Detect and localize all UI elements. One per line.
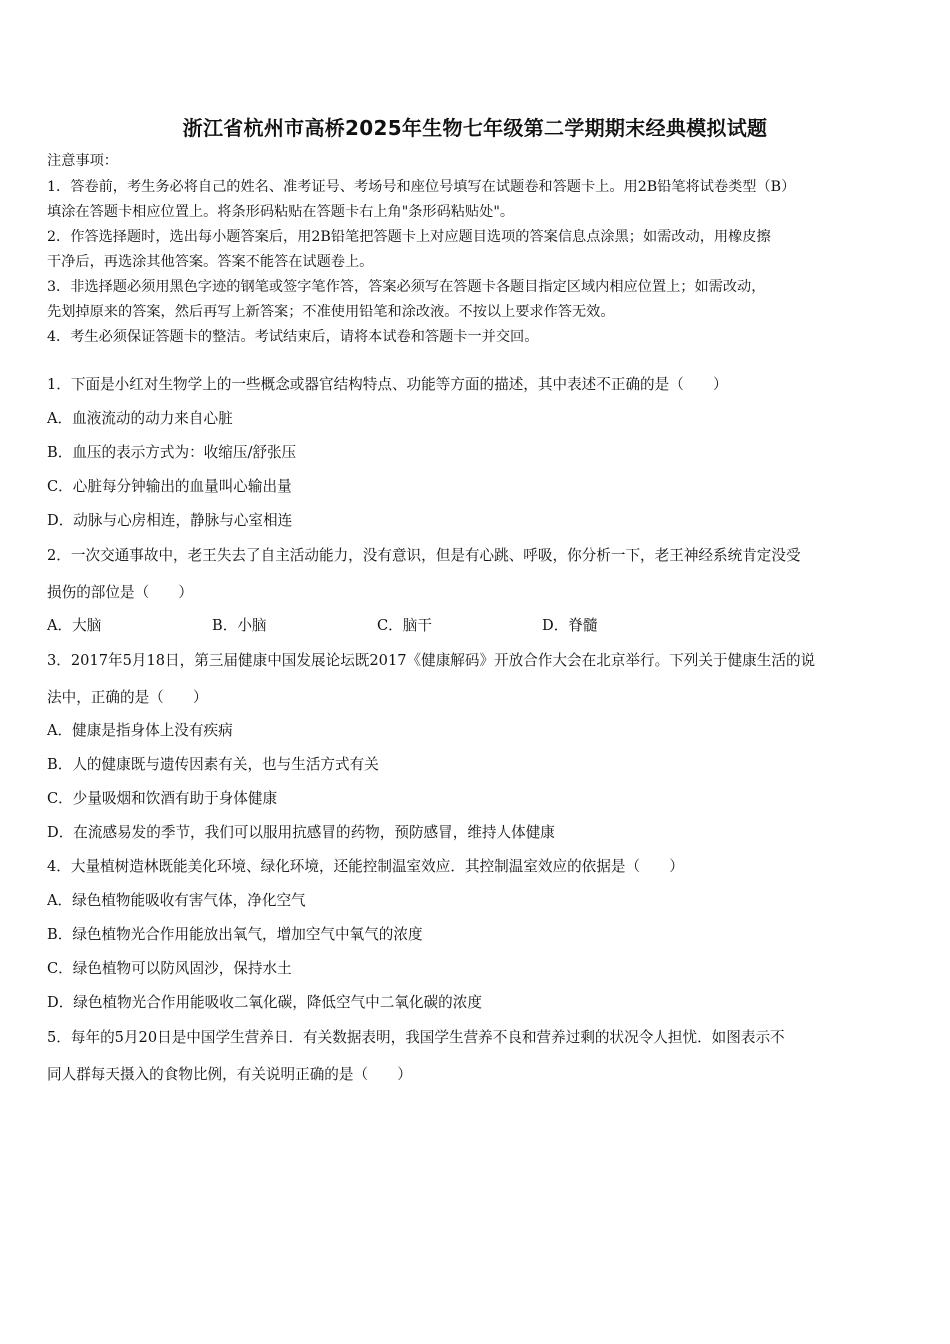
notice-line: 2．作答选择题时，选出每小题答案后，用2B铅笔把答题卡上对应题目选项的答案信息点涂黑；如需改动，用橡皮擦 [47,229,771,245]
question-1-option-a: A．血液流动的动力来自心脏 [47,410,233,427]
notice-line: 3．非选择题必须用黑色字迹的钢笔或签字笔作答，答案必须写在答题卡各题目指定区域内相应位置上；如需改动， [47,279,766,295]
question-3-option-d: D．在流感易发的季节，我们可以服用抗感冒的药物，预防感冒，维持人体健康 [47,824,555,841]
question-5-stem-cont: 同人群每天摄入的食物比例，有关说明正确的是（ ） [47,1066,412,1083]
question-1-option-c: C．心脏每分钟输出的血量叫心输出量 [47,478,292,495]
question-4-option-a: A．绿色植物能吸收有害气体，净化空气 [47,892,306,909]
question-3-option-c: C．少量吸烟和饮酒有助于身体健康 [47,790,278,807]
page-title: 浙江省杭州市高桥2025年生物七年级第二学期期末经典模拟试题 [182,116,768,140]
question-2-option-a: A．大脑 [47,617,102,634]
question-1-stem: 1．下面是小红对生物学上的一些概念或器官结构特点、功能等方面的描述，其中表述不正确的是（ ） [47,376,728,393]
question-1-option-b: B．血压的表示方式为：收缩压/舒张压 [47,444,297,461]
question-1-option-d: D．动脉与心房相连，静脉与心室相连 [47,512,293,529]
question-2-option-d: D．脊髓 [542,617,598,634]
notice-line: 4．考生必须保证答题卡的整洁。考试结束后，请将本试卷和答题卡一并交回。 [47,329,539,345]
question-3-stem: 3．2017年5月18日，第三届健康中国发展论坛既2017《健康解码》开放合作大会在北京举行。下列关于健康生活的说 [47,652,816,669]
question-4-option-c: C．绿色植物可以防风固沙，保持水土 [47,960,292,977]
question-4-option-b: B．绿色植物光合作用能放出氧气，增加空气中氧气的浓度 [47,926,423,943]
notice-line: 干净后，再选涂其他答案。答案不能答在试题卷上。 [47,254,374,270]
notice-line: 先划掉原来的答案，然后再写上新答案；不准使用铅笔和涂改液。不按以上要求作答无效。 [47,304,615,320]
question-2-options [47,616,907,636]
question-2-option-c: C．脑干 [377,617,432,634]
question-3-stem-cont: 法中，正确的是（ ） [47,689,208,706]
question-4-option-d: D．绿色植物光合作用能吸收二氧化碳，降低空气中二氧化碳的浓度 [47,994,482,1011]
question-2-stem: 2．一次交通事故中，老王失去了自主活动能力，没有意识，但是有心跳、呼吸，你分析一下，老王神经系统肯定没受 [47,547,801,564]
notice-line: 填涂在答题卡相应位置上。将条形码粘贴在答题卡右上角"条形码粘贴处"。 [47,204,515,220]
notice-heading: 注意事项： [47,153,118,169]
question-3-option-a: A．健康是指身体上没有疾病 [47,722,233,739]
question-3-option-b: B．人的健康既与遗传因素有关，也与生活方式有关 [47,756,379,773]
question-2-stem-cont: 损伤的部位是（ ） [47,584,193,601]
question-2-option-b: B．小脑 [212,617,267,634]
notice-line: 1．答卷前，考生务必将自己的姓名、准考证号、考场号和座位号填写在试题卷和答题卡上。用2B铅笔将试卷类型（B） [47,179,796,195]
question-4-stem: 4．大量植树造林既能美化环境、绿化环境，还能控制温室效应．其控制温室效应的依据是（ ） [47,858,684,875]
question-5-stem: 5．每年的5月20日是中国学生营养日．有关数据表明，我国学生营养不良和营养过剩的状况令人担忧．如图表示不 [47,1029,785,1046]
